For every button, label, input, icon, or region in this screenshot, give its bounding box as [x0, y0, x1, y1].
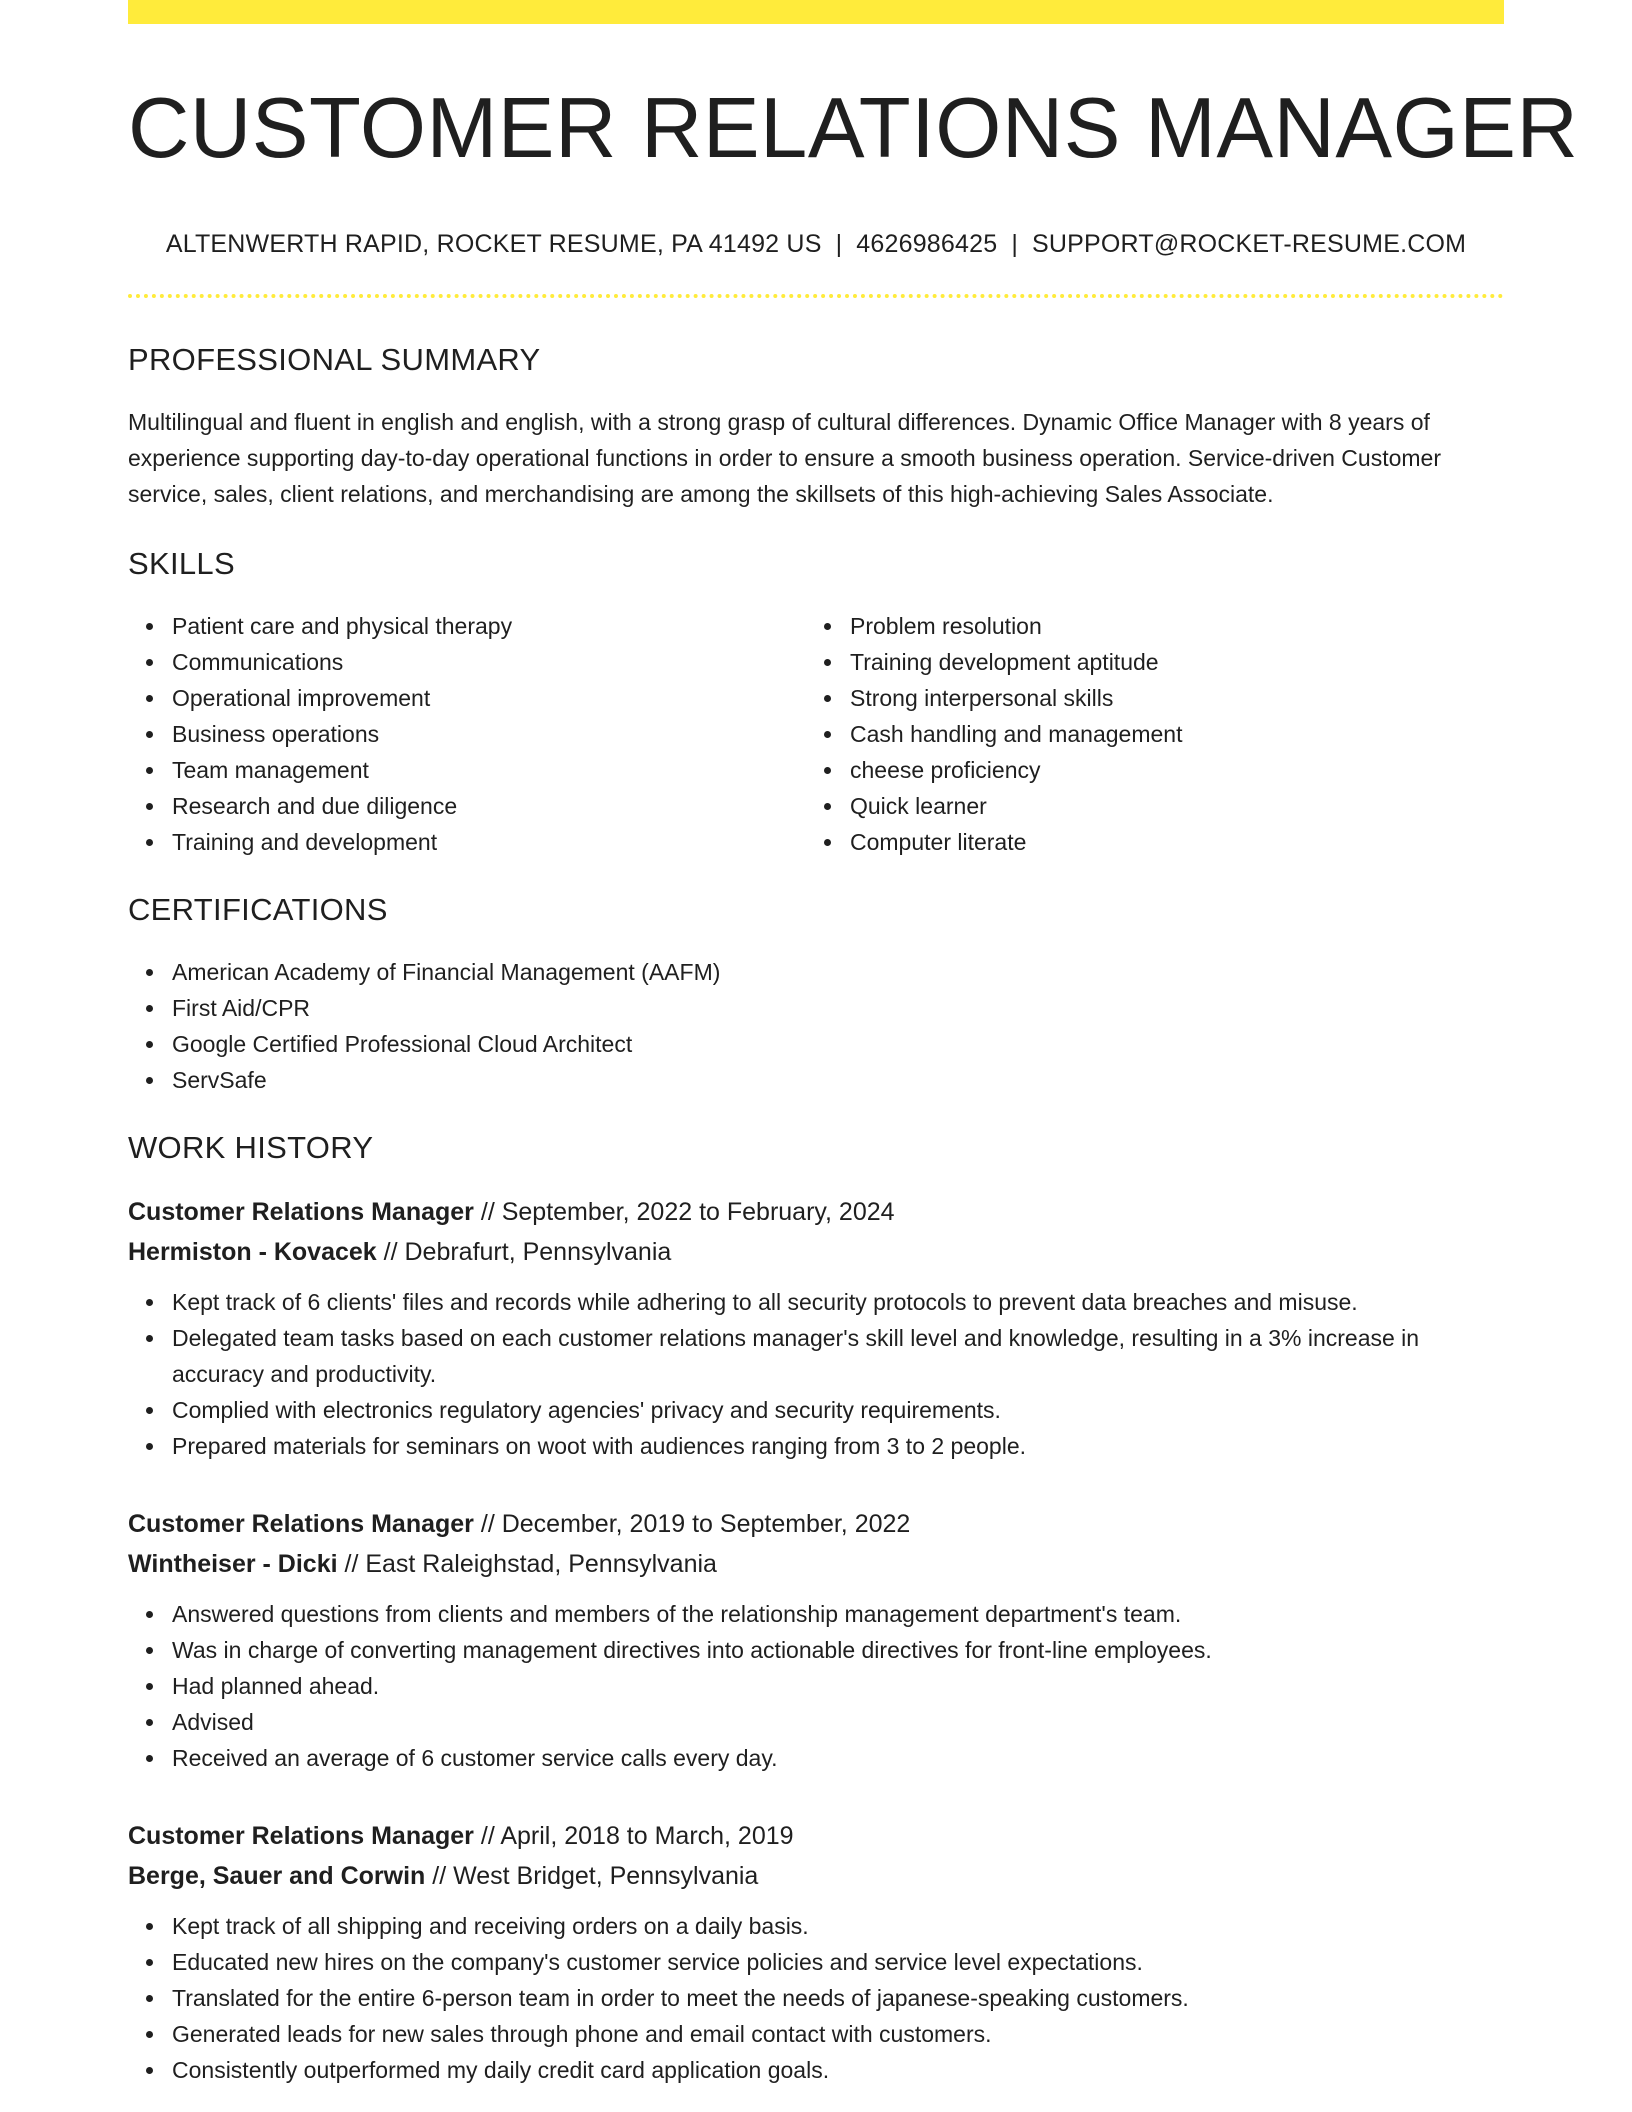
contact-separator: |: [835, 229, 843, 258]
contact-phone: 4626986425: [856, 229, 998, 258]
skills-list-right: [806, 608, 1484, 860]
job-title-line: [128, 1192, 1504, 1232]
job-bullet: Prepared materials for seminars on woot with audiences ranging from 3 to 2 people.: [172, 1428, 1504, 1464]
contact-email: SUPPORT@ROCKET-RESUME.COM: [1032, 229, 1467, 258]
job-entry: [128, 1192, 1504, 1464]
skill-item: Training and development: [172, 824, 806, 860]
certification-item: ServSafe: [172, 1062, 1504, 1098]
skills-list-left: [128, 608, 806, 860]
certification-item: First Aid/CPR: [172, 990, 1504, 1026]
job-title: Customer Relations Manager: [128, 1509, 474, 1538]
skill-item: Team management: [172, 752, 806, 788]
skill-item: Cash handling and management: [850, 716, 1484, 752]
job-company-line: [128, 1232, 1504, 1272]
job-dates: // April, 2018 to March, 2019: [473, 1821, 794, 1850]
job-company-line: [128, 1544, 1504, 1584]
skill-item: Computer literate: [850, 824, 1484, 860]
job-bullets: [128, 1908, 1504, 2088]
contact-separator: |: [1011, 229, 1019, 258]
skill-item: Business operations: [172, 716, 806, 752]
skill-item: Quick learner: [850, 788, 1484, 824]
job-bullet: Generated leads for new sales through phone and email contact with customers.: [172, 2016, 1504, 2052]
job-bullet: Educated new hires on the company's customer service policies and service level expectations.: [172, 1944, 1504, 1980]
certification-item: Google Certified Professional Cloud Architect: [172, 1026, 1504, 1062]
job-bullet: Received an average of 6 customer service calls every day.: [172, 1740, 1504, 1776]
contact-line: [128, 230, 1504, 259]
certifications-list: [128, 954, 1504, 1098]
job-bullet: Complied with electronics regulatory agencies' privacy and security requirements.: [172, 1392, 1504, 1428]
job-entry: [128, 1816, 1504, 2088]
skill-item: Training development aptitude: [850, 644, 1484, 680]
certification-item: American Academy of Financial Management (AAFM): [172, 954, 1504, 990]
job-bullet: Kept track of 6 clients' files and records while adhering to all security protocols to prevent data breaches and misuse.: [172, 1284, 1504, 1320]
dotted-divider: [128, 294, 1504, 298]
job-bullets: [128, 1284, 1504, 1464]
skill-item: Problem resolution: [850, 608, 1484, 644]
skills-heading: SKILLS: [128, 545, 235, 581]
job-bullet: Advised: [172, 1704, 1504, 1740]
job-bullet: Kept track of all shipping and receiving orders on a daily basis.: [172, 1908, 1504, 1944]
skill-item: Strong interpersonal skills: [850, 680, 1484, 716]
job-bullet: Consistently outperformed my daily credit card application goals.: [172, 2052, 1504, 2088]
job-bullet: Was in charge of converting management directives into actionable directives for front-line employees.: [172, 1632, 1504, 1668]
top-accent-bar: [128, 0, 1504, 24]
certifications-heading: CERTIFICATIONS: [128, 891, 388, 927]
work-history-heading: WORK HISTORY: [128, 1129, 374, 1165]
skill-item: Communications: [172, 644, 806, 680]
job-company: Wintheiser - Dicki: [128, 1549, 338, 1578]
job-title-line: [128, 1504, 1504, 1544]
job-location: // Debrafurt, Pennsylvania: [376, 1237, 672, 1266]
job-bullets: [128, 1596, 1504, 1776]
job-title: Customer Relations Manager: [128, 1197, 474, 1226]
job-location: // West Bridget, Pennsylvania: [425, 1861, 759, 1890]
summary-heading: PROFESSIONAL SUMMARY: [128, 341, 541, 377]
resume-page: [128, 0, 1579, 2088]
skill-item: Operational improvement: [172, 680, 806, 716]
job-dates: // December, 2019 to September, 2022: [473, 1509, 911, 1538]
job-dates: // September, 2022 to February, 2024: [473, 1197, 895, 1226]
job-bullet: Answered questions from clients and members of the relationship management department's team.: [172, 1596, 1504, 1632]
job-location: // East Raleighstad, Pennsylvania: [337, 1549, 717, 1578]
skills-columns: [128, 608, 1504, 860]
job-title-line: [128, 1816, 1504, 1856]
skill-item: Patient care and physical therapy: [172, 608, 806, 644]
job-title: Customer Relations Manager: [128, 1821, 474, 1850]
job-company: Berge, Sauer and Corwin: [128, 1861, 426, 1890]
job-bullet: Had planned ahead.: [172, 1668, 1504, 1704]
page-title: CUSTOMER RELATIONS MANAGER: [128, 81, 1579, 176]
job-bullet: Translated for the entire 6-person team in order to meet the needs of japanese-speaking customers.: [172, 1980, 1504, 2016]
job-company-line: [128, 1856, 1504, 1896]
contact-address: ALTENWERTH RAPID, ROCKET RESUME, PA 41492 US: [165, 229, 822, 258]
job-company: Hermiston - Kovacek: [128, 1237, 377, 1266]
skill-item: cheese proficiency: [850, 752, 1484, 788]
job-entry: [128, 1504, 1504, 1776]
skill-item: Research and due diligence: [172, 788, 806, 824]
job-bullet: Delegated team tasks based on each customer relations manager's skill level and knowledge, resulting in a 3% increase in accuracy and productivity.: [172, 1320, 1504, 1392]
summary-text: Multilingual and fluent in english and english, with a strong grasp of cultural differences. Dynamic Office Manager with 8 years of experience supporting day-to-day operational functions in order to ensure a smooth business operation. Service-driven Customer service, sales, client relations, and merchandising are among the skillsets of this high-achieving Sales Associate.: [128, 408, 1441, 507]
